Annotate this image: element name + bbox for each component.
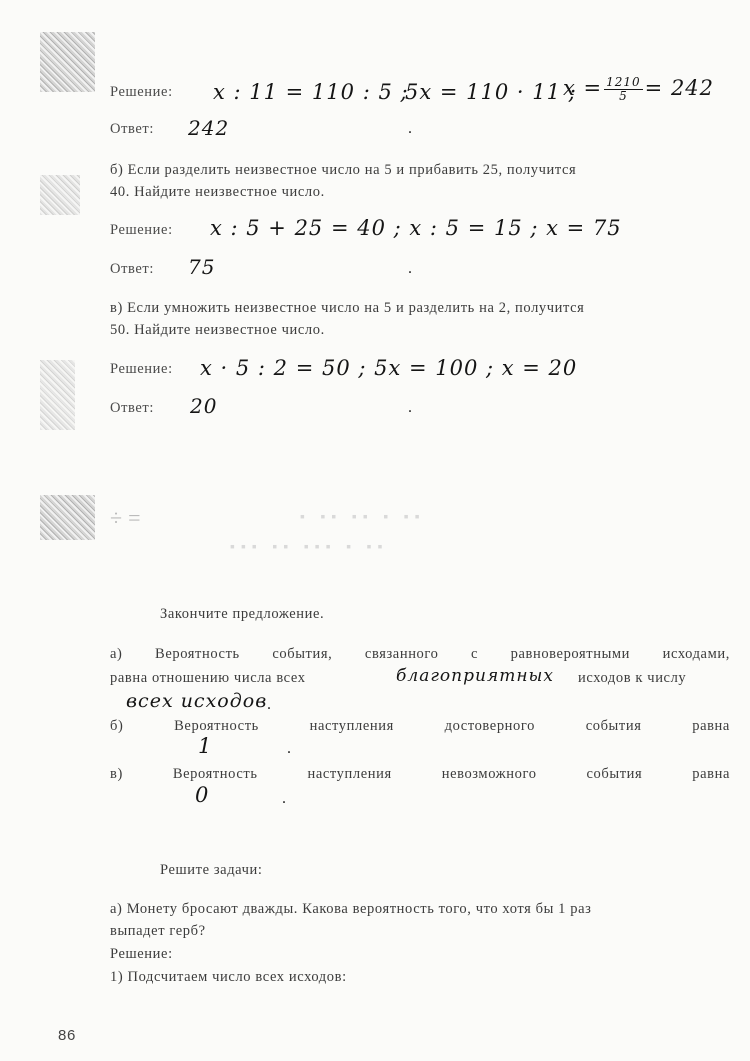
scan-noise-top <box>40 32 95 92</box>
complete-b-word: достоверного <box>444 718 535 734</box>
task-c-text-line2: 50. Найдите неизвестное число. <box>110 322 325 338</box>
faded-header-text-2: ▪▪▪ ▪▪ ▪▪▪ ▪ ▪▪ <box>230 540 389 555</box>
task-b-answer: 75 <box>188 255 216 279</box>
complete-b-word: б) <box>110 718 124 734</box>
page-number: 86 <box>58 1027 76 1044</box>
scan-noise-left <box>40 360 75 430</box>
complete-a-line2-end: исходов к числу <box>578 670 687 686</box>
complete-a-handwritten-1: благоприятных <box>396 666 554 686</box>
task-c-text-line1: в) Если умножить неизвестное число на 5 и разделить на 2, получится <box>110 300 585 316</box>
task-a-frac-den: 5 <box>619 89 628 103</box>
complete-a-word: исходами, <box>662 646 730 662</box>
complete-a-line2-start: равна отношению числа всех <box>110 670 306 686</box>
task-a-fraction <box>604 76 643 103</box>
solve-solution-label: Решение: <box>110 946 173 962</box>
task-c-answer-dot: . <box>408 399 412 416</box>
complete-a-handwritten-2: всех исходов <box>126 690 268 712</box>
complete-b-word: равна <box>692 718 730 734</box>
task-b-solution-label: Решение: <box>110 222 173 238</box>
solve-a-line2: выпадет герб? <box>110 923 206 939</box>
complete-a-word: равновероятными <box>510 646 631 662</box>
task-a-solution-part3 <box>563 76 714 103</box>
complete-b-word: события <box>585 718 642 734</box>
task-a-solution-part2: 5x = 110 · 11 ; <box>405 80 577 104</box>
complete-a-word: Вероятность <box>155 646 240 662</box>
complete-b-word: наступления <box>309 718 394 734</box>
task-b-answer-dot: . <box>408 260 412 277</box>
complete-heading: Закончите предложение. <box>160 606 325 622</box>
task-a-answer-dot: . <box>408 120 412 137</box>
task-a-frac-num: 1210 <box>606 75 641 89</box>
task-b-text-line2: 40. Найдите неизвестное число. <box>110 184 325 200</box>
complete-c-answer: 0 <box>195 783 210 807</box>
complete-b-answer: 1 <box>198 734 213 758</box>
complete-c-dot: . <box>282 790 286 807</box>
complete-c-word: равна <box>692 766 730 782</box>
complete-b-word: Вероятность <box>174 718 259 734</box>
task-a-part3-rhs: = 242 <box>644 76 715 100</box>
task-c-answer-label: Ответ: <box>110 400 154 416</box>
task-b-solution: x : 5 + 25 = 40 ; x : 5 = 15 ; x = 75 <box>210 216 622 240</box>
complete-b-line <box>110 718 730 735</box>
complete-c-word: невозможного <box>441 766 537 782</box>
faded-header-icon: ÷= <box>110 505 147 530</box>
task-a-solution-label: Решение: <box>110 84 173 100</box>
complete-a-dot: . <box>267 696 271 713</box>
complete-a-line1 <box>110 646 730 663</box>
task-a-answer: 242 <box>188 116 230 140</box>
task-b-answer-label: Ответ: <box>110 261 154 277</box>
complete-a-word: а) <box>110 646 123 662</box>
complete-c-word: события <box>586 766 643 782</box>
complete-c-word: в) <box>110 766 123 782</box>
complete-a-word: связанного <box>364 646 439 662</box>
task-a-part3-lhs: x = <box>563 76 603 100</box>
complete-c-word: Вероятность <box>172 766 258 782</box>
complete-c-line <box>110 766 730 783</box>
scan-noise-bottom <box>40 495 95 540</box>
complete-a-word: с <box>471 646 479 662</box>
task-c-solution-label: Решение: <box>110 361 173 377</box>
task-b-text-line1: б) Если разделить неизвестное число на 5 и прибавить 25, получится <box>110 162 577 178</box>
complete-c-word: наступления <box>307 766 392 782</box>
scan-noise-mid <box>40 175 80 215</box>
task-c-solution: x · 5 : 2 = 50 ; 5x = 100 ; x = 20 <box>200 356 578 380</box>
faded-header-text: ▪ ▪▪ ▪▪ ▪ ▪▪ <box>300 510 426 525</box>
complete-a-word: события, <box>272 646 333 662</box>
task-a-answer-label: Ответ: <box>110 121 154 137</box>
task-a-solution-part1: x : 11 = 110 : 5 ; <box>213 80 409 104</box>
solve-step1: 1) Подсчитаем число всех исходов: <box>110 969 347 985</box>
solve-a-line1: а) Монету бросают дважды. Какова вероятность того, что хотя бы 1 раз <box>110 901 592 917</box>
complete-b-dot: . <box>287 740 291 757</box>
solve-heading: Решите задачи: <box>160 862 263 878</box>
task-c-answer: 20 <box>190 394 218 418</box>
